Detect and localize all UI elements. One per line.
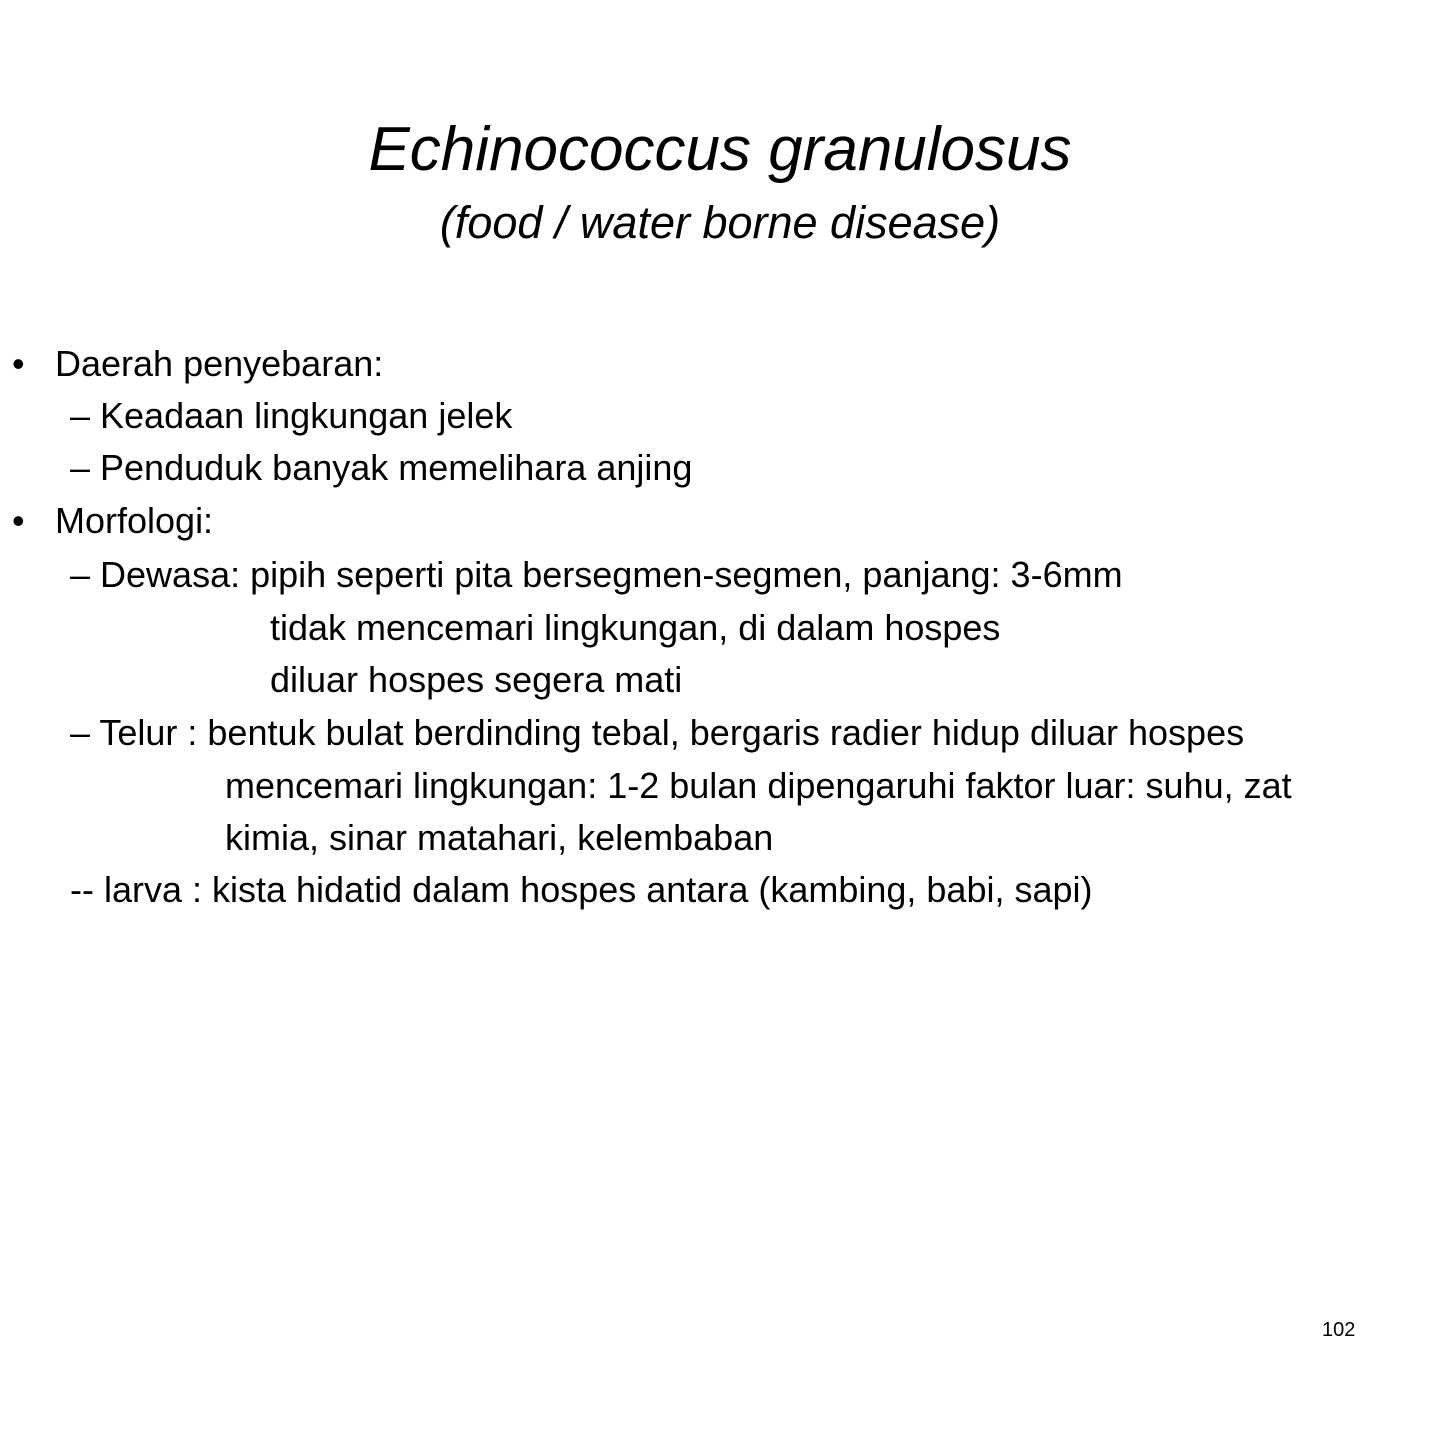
sub-item-larva: -- larva : kista hidatid dalam hospes antara (kambing, babi, sapi) [70, 869, 1093, 910]
slide-title: Echinococcus granulosus [368, 115, 1072, 184]
sub-item-telur: – Telur : bentuk bulat berdinding tebal, bergaris radier hidup diluar hospes [70, 712, 1245, 753]
sub-item-penduduk: – Penduduk banyak memelihara anjing [70, 447, 693, 488]
bullet-morfologi: Morfologi: [55, 500, 214, 541]
bullet-daerah-penyebaran: Daerah penyebaran: [55, 343, 384, 384]
sub-item-keadaan-lingkungan: – Keadaan lingkungan jelek [70, 395, 513, 436]
dewasa-continuation-1: tidak mencemari lingkungan, di dalam hospes [270, 607, 1001, 648]
sub-item-dewasa: – Dewasa: pipih seperti pita bersegmen-segmen, panjang: 3-6mm [70, 554, 1123, 595]
bullet-marker: • [12, 500, 25, 541]
telur-continuation-2: kimia, sinar matahari, kelembaban [225, 817, 774, 858]
slide-subtitle: (food / water borne disease) [439, 197, 1001, 248]
page-number: 102 [1322, 1319, 1356, 1341]
bullet-marker: • [12, 343, 25, 384]
telur-continuation-1: mencemari lingkungan: 1-2 bulan dipengaruhi faktor luar: suhu, zat [225, 765, 1292, 806]
dewasa-continuation-2: diluar hospes segera mati [270, 659, 683, 700]
